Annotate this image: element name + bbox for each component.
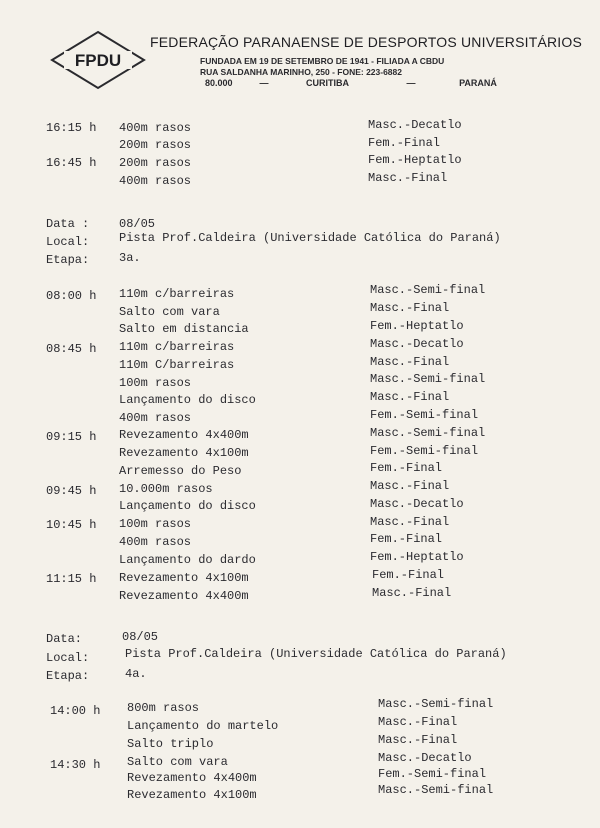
event: Lançamento do disco xyxy=(119,393,256,407)
event: Lançamento do martelo xyxy=(127,719,279,733)
time: 10:45 h xyxy=(46,518,97,532)
category: Masc.-Decatlo xyxy=(378,751,472,765)
event: 10.000m rasos xyxy=(119,482,213,496)
event: Lançamento do dardo xyxy=(119,553,256,567)
event: 400m rasos xyxy=(119,121,192,135)
event: 110m c/barreiras xyxy=(119,340,235,354)
category: Masc.-Decatlo xyxy=(368,118,462,132)
time: 14:00 h xyxy=(50,704,101,718)
category: Masc.-Final xyxy=(378,715,458,729)
stage-label: Etapa: xyxy=(46,253,90,267)
org-founding-line: FUNDADA EM 19 DE SETEMBRO DE 1941 - FILIADA A CBDU xyxy=(200,56,445,66)
category: Masc.-Final xyxy=(370,301,450,315)
category: Fem.-Final xyxy=(368,136,441,150)
org-dash: — xyxy=(259,78,269,88)
category: Masc.-Decatlo xyxy=(370,337,464,351)
org-city: CURITIBA xyxy=(306,78,350,88)
event: Revezamento 4x100m xyxy=(119,571,249,585)
event: Salto com vara xyxy=(119,305,220,319)
stage-value: 4a. xyxy=(125,667,147,681)
time: 08:00 h xyxy=(46,289,97,303)
event: Lançamento do disco xyxy=(119,499,256,513)
org-city-line xyxy=(205,78,497,88)
date-label: Data: xyxy=(46,632,83,646)
event: Revezamento 4x400m xyxy=(127,771,257,785)
location-value: Pista Prof.Caldeira (Universidade Católica do Paraná) xyxy=(125,647,507,661)
event: 110m C/barreiras xyxy=(119,358,235,372)
date-value: 08/05 xyxy=(119,217,156,231)
time: 14:30 h xyxy=(50,758,101,772)
time: 09:45 h xyxy=(46,484,97,498)
event: Salto com vara xyxy=(127,755,228,769)
category: Masc.-Semi-final xyxy=(378,783,494,797)
category: Fem.-Semi-final xyxy=(378,767,487,781)
event: 110m c/barreiras xyxy=(119,287,235,301)
category: Fem.-Heptatlo xyxy=(368,153,462,167)
event: 400m rasos xyxy=(119,174,192,188)
category: Fem.-Final xyxy=(370,461,443,475)
logo-text: FPDU xyxy=(74,51,122,70)
category: Fem.-Semi-final xyxy=(370,444,479,458)
event: 100m rasos xyxy=(119,517,192,531)
org-state: PARANÁ xyxy=(459,78,497,88)
event: 400m rasos xyxy=(119,535,192,549)
category: Masc.-Decatlo xyxy=(370,497,464,511)
location-value: Pista Prof.Caldeira (Universidade Católica do Paraná) xyxy=(119,231,501,245)
event: Revezamento 4x400m xyxy=(119,428,249,442)
event: Arremesso do Peso xyxy=(119,464,242,478)
category: Masc.-Final xyxy=(370,390,450,404)
category: Masc.-Semi-final xyxy=(370,283,486,297)
stage-label: Etapa: xyxy=(46,669,90,683)
time: 16:45 h xyxy=(46,156,97,170)
category: Masc.-Final xyxy=(370,355,450,369)
category: Fem.-Final xyxy=(370,532,443,546)
category: Masc.-Semi-final xyxy=(370,372,486,386)
category: Fem.-Heptatlo xyxy=(370,550,464,564)
event: 200m rasos xyxy=(119,138,192,152)
location-label: Local: xyxy=(46,651,90,665)
event: 400m rasos xyxy=(119,411,192,425)
event: Revezamento 4x100m xyxy=(127,788,257,802)
category: Fem.-Semi-final xyxy=(370,408,479,422)
org-dash: — xyxy=(406,78,416,88)
time: 08:45 h xyxy=(46,342,97,356)
category: Masc.-Semi-final xyxy=(378,697,494,711)
category: Fem.-Heptatlo xyxy=(370,319,464,333)
time: 16:15 h xyxy=(46,121,97,135)
event: 100m rasos xyxy=(119,376,192,390)
time: 11:15 h xyxy=(46,572,97,586)
organization-name: FEDERAÇÃO PARANAENSE DE DESPORTOS UNIVERSITÁRIOS xyxy=(150,34,583,50)
org-address-line: RUA SALDANHA MARINHO, 250 - FONE: 223-6882 xyxy=(200,67,402,77)
category: Masc.-Final xyxy=(368,171,448,185)
date-label: Data : xyxy=(46,217,90,231)
category: Masc.-Final xyxy=(370,515,450,529)
location-label: Local: xyxy=(46,235,90,249)
event: 200m rasos xyxy=(119,156,192,170)
time: 09:15 h xyxy=(46,430,97,444)
event: Salto triplo xyxy=(127,737,214,751)
category: Masc.-Final xyxy=(370,479,450,493)
stage-value: 3a. xyxy=(119,251,141,265)
category: Masc.-Final xyxy=(378,733,458,747)
date-value: 08/05 xyxy=(122,630,159,644)
fpdu-logo xyxy=(50,30,146,90)
event: Revezamento 4x400m xyxy=(119,589,249,603)
org-cep: 80.000 xyxy=(205,78,233,88)
category: Masc.-Final xyxy=(372,586,452,600)
category: Fem.-Final xyxy=(372,568,445,582)
event: 800m rasos xyxy=(127,701,200,715)
event: Revezamento 4x100m xyxy=(119,446,249,460)
event: Salto em distancia xyxy=(119,322,249,336)
category: Masc.-Semi-final xyxy=(370,426,486,440)
